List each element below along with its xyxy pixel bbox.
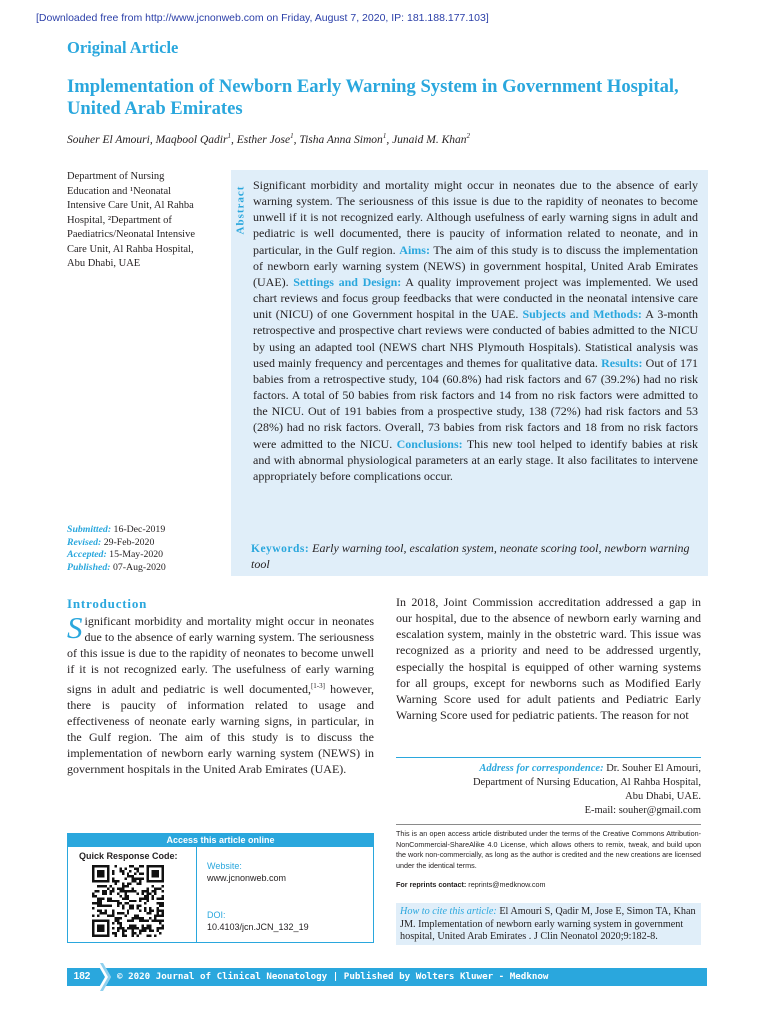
correspondence-label: Address for correspondence:: [479, 763, 604, 774]
author-name: Esther Jose: [236, 133, 291, 146]
introduction-body: however, there is paucity of information related to usage and effectiveness of neonate early warning signs, in particular, in the Gulf region. The aim of this study is to discuss the implementation of newborn early warning system (NEWS) in government hospitals in the United Arab Emirates (UAE).: [67, 681, 375, 777]
correspondence-line: [396, 762, 701, 776]
footer-arrow-icon: [97, 963, 111, 991]
qr-label: Quick Response Code:: [79, 851, 178, 861]
author-name: Maqbool Qadir: [155, 133, 228, 146]
author-name: Souher El Amouri: [67, 133, 150, 146]
doi-link[interactable]: 10.4103/jcn.JCN_132_19: [207, 922, 309, 932]
author-list: Souher El Amouri, Maqbool Qadir$^1$, Esther Jose$^1$, Tisha Anna Simon$^1$, Junaid M. Khan$^2$: [67, 132, 470, 146]
correspondence-email[interactable]: E-mail: souher@gmail.com: [584, 805, 701, 816]
reprints-label: For reprints contact:: [396, 880, 467, 889]
abstract-body: Significant morbidity and mortality might occur in neonates due to the absence of early warning system. The seriousness of this issue is due to the rapidity of neonates to become unwell if it is not recognized early. Although usefulness of early warning signs in adult and pediatric is well documented, there is paucity of information related to neonate, and in particular, in the Gulf region.: [253, 178, 698, 257]
abstract-heading-aims: Aims:: [399, 242, 430, 257]
article-type: Original Article: [67, 38, 179, 57]
article-title: Implementation of Newborn Early Warning System in Government Hospital, United Arab Emirates: [67, 76, 679, 119]
author-sup: 2: [466, 132, 470, 140]
introduction-text: [67, 610, 375, 778]
website-link[interactable]: www.jcnonweb.com: [207, 873, 287, 883]
abstract-heading-conclusions: Conclusions:: [396, 436, 463, 451]
abstract-text: [253, 177, 698, 484]
abstract-label: [231, 170, 250, 250]
author-name: Junaid M. Khan: [392, 133, 467, 146]
citation: [400, 906, 698, 944]
date-value: 16-Dec-2019: [113, 524, 166, 535]
access-heading: Access this article online: [67, 833, 374, 847]
download-notice: [Downloaded free from http://www.jcnonweb.com on Friday, August 7, 2020, IP: 181.188.177.103]: [36, 12, 489, 24]
abstract-body: Out of 171 babies from a retrospective study, 104 (60.8%) had risk factors and 67 (39.2%) had no risk factors. A total of 50 babies from risk factors and 14 from no risk factors were admitted to the NICU. Out of 191 babies from a prospective study, 138 (72%) had risk factors and 53 (28%) had no risk factors. Overall, 73 babies from risk factors and 18 from no risk factors were admitted to the NICU.: [253, 355, 699, 451]
date-row: [67, 549, 166, 562]
date-value: 07-Aug-2020: [113, 561, 166, 573]
doi-label: DOI:: [207, 910, 226, 920]
date-value: 29-Feb-2020: [103, 536, 155, 548]
date-label: Revised:: [67, 536, 102, 548]
section-heading-introduction: Introduction: [67, 596, 148, 611]
introduction-body: ignificant morbidity and mortality might occur in neonates due to the absence of early warning system. The seriousness of this issue is due to the rapidity of neonates to become unwell if it is not recognized early. The usefulness of early warning signs in adult and pediatric is well documented,: [67, 614, 374, 696]
date-label: Submitted:: [67, 524, 112, 535]
abstract-body: A quality improvement project was implemented. We used chart reviews and focus group feedbacks that were conducted in the neonatal intensive care unit (NICU) of one Government hospital in the UAE.: [253, 274, 699, 322]
author-sup: 1: [227, 132, 231, 140]
footer-text: © 2020 Journal of Clinical Neonatology | Published by Wolters Kluwer - Medknow: [117, 971, 549, 982]
abstract-heading-methods: Subjects and Methods:: [522, 307, 642, 322]
author-sup: 1: [290, 132, 294, 140]
page-number: 182: [73, 971, 91, 982]
website-label: Website:: [207, 861, 242, 871]
author-name: Tisha Anna Simon: [299, 133, 383, 146]
reprints-line: [396, 880, 701, 890]
abstract-label-text: Abstract: [234, 185, 247, 235]
correspondence-line: Department of Nursing Education, Al Rahba Hospital,: [472, 777, 701, 788]
divider: [396, 824, 701, 825]
affiliation: Department of Nursing Education and ¹Neonatal Intensive Care Unit, Al Rahba Hospital, ²Department of Paediatrics/Neonatal Intensive Care Unit, Al Rahba Hospital, Abu Dhabi, UAE: [67, 171, 195, 269]
date-row: [67, 524, 166, 537]
correspondence-name: Dr. Souher El Amouri,: [606, 763, 701, 774]
abstract-body: A 3-month retrospective and prospective chart reviews were conducted of babies admitted to the NICU by using an adapted tool (NEWS chart NHS Plymouth Hospitals). Statistical analysis was used mainly frequency and percentages and themes for qualitative data.: [253, 307, 699, 370]
right-column-text: In 2018, Joint Commission accreditation addressed a gap in our hospital, due to the absence of newborn early warning and escalation system, mainly in the obstetric ward. This issue was recognized as a priority and need to be addressed urgently, especially the hospital is equipped of other warning systems for all groups, except for newborns such as Modified Early Warning Score used for adult patients and Pediatric Early Warning Score used for pediatric patients. The reason for not: [396, 595, 701, 723]
date-label: Accepted:: [67, 549, 107, 560]
keywords-text: Early warning tool, escalation system, neonate scoring tool, newborn warning tool: [251, 541, 690, 571]
correspondence: [396, 762, 701, 818]
qr-code-image[interactable]: [92, 865, 164, 937]
date-label: Published:: [67, 561, 111, 573]
drop-cap: S: [67, 610, 83, 645]
abstract-body: The aim of this study is to discuss the implementation of newborn early warning system (NEWS) in government hospital, United Arab Emirates (UAE).: [253, 242, 699, 289]
date-value: 15-May-2020: [109, 549, 164, 560]
keywords-label: Keywords:: [251, 543, 310, 555]
abstract-heading-settings: Settings and Design:: [293, 274, 402, 289]
citation-label: How to cite this article:: [400, 906, 497, 917]
license-text: This is an open access article distributed under the terms of the Creative Commons Attribution-NonCommercial-ShareAlike 4.0 License, which allows others to remix, tweak, and build upon the work non-commercially, as long as the author is credited and the new creations are licensed under the identical terms.: [396, 829, 701, 870]
article-dates: [67, 524, 166, 574]
abstract-body: This new tool helped to identify babies at risk and with abnormal physiological parameters at an early stage. It also facilitates to intervene appropriately before complications occur.: [253, 436, 698, 483]
divider: [396, 757, 701, 758]
reprints-email[interactable]: reprints@medknow.com: [468, 880, 546, 889]
correspondence-line: Abu Dhabi, UAE.: [625, 791, 701, 802]
date-row: [67, 537, 166, 550]
citation-text: El Amouri S, Qadir M, Jose E, Simon TA, Khan JM. Implementation of newborn early warning system in government hospital, United Arab Emirates . J Clin Neonatol 2020;9:182-8.: [400, 906, 696, 943]
reference-citation[interactable]: [1-3]: [310, 681, 325, 690]
date-row: [67, 562, 166, 575]
keywords: [251, 541, 701, 572]
author-sup: 1: [382, 132, 387, 140]
divider: [196, 847, 197, 943]
abstract-heading-results: Results:: [601, 355, 643, 370]
